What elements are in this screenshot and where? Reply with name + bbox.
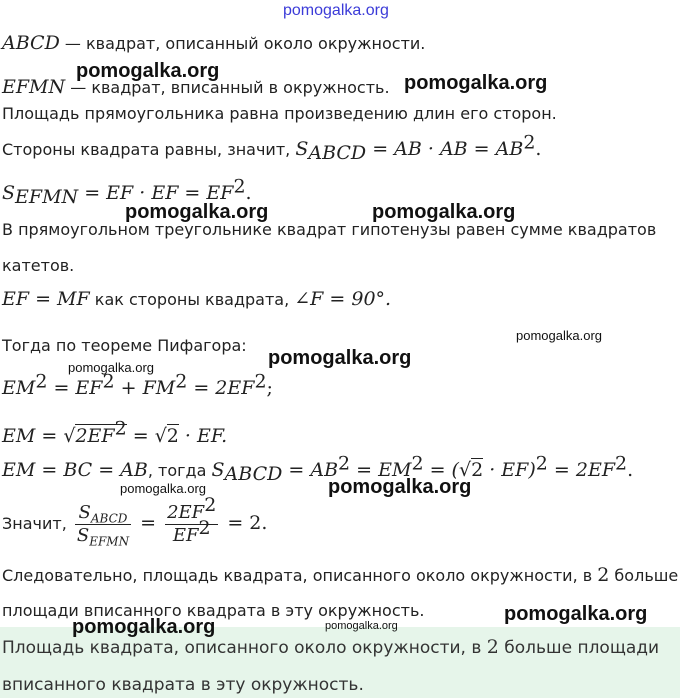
text-rectangle-area: Площадь прямоугольника равна произведению длин его сторон. <box>2 104 557 123</box>
line-14: Следовательно, площадь квадрата, описанного около окружности, в 2 больше <box>2 564 679 586</box>
watermark: pomogalka.org <box>516 328 602 343</box>
math-sup: 2 <box>523 131 536 154</box>
watermark: pomogalka.org <box>404 72 548 94</box>
math-efmn: EFMN <box>2 76 66 98</box>
text-square-sides-2: как стороны квадрата, <box>89 290 295 309</box>
fraction-ef-ratio: $\frac{2EF^2}{EF^2}$ <box>167 494 217 546</box>
text-inscribed-square: — квадрат, вписанный в окружность. <box>65 78 390 97</box>
text-square-sides: Стороны квадрата равны, значит, <box>2 140 296 159</box>
math-sub-efmn: EFMN <box>15 186 79 209</box>
watermark: pomogalka.org <box>120 481 206 496</box>
watermark: pomogalka.org <box>325 620 398 632</box>
math-s: S <box>295 138 309 160</box>
watermark: pomogalka.org <box>328 476 472 498</box>
line-7 <box>2 256 74 276</box>
line-10: $EM^2 = EF^2 + FM^2 = 2EF^2$; <box>2 370 273 399</box>
math-angle-f: ∠F = 90°. <box>294 288 392 310</box>
watermark: pomogalka.org <box>504 603 648 625</box>
line-9 <box>2 336 247 356</box>
text-therefore: Значит, <box>2 514 72 533</box>
watermark: pomogalka.org <box>68 360 154 375</box>
watermark-top: pomogalka.org <box>283 2 389 19</box>
line-11: EM = $√2EF^2 = √2$ · EF. <box>2 417 228 447</box>
math-em-bc-ab: EM = BC = AB <box>2 459 148 481</box>
math-sub-abcd: ABCD <box>308 142 367 165</box>
line-1 <box>2 33 425 54</box>
line-12: EM = BC = AB, тогда $S_{ABCD} = AB^2 = EM^2 = (√2 \cdot EF)^2 = 2EF^2$. <box>2 452 634 486</box>
text-then: , тогда <box>147 461 212 480</box>
text-legs: катетов. <box>2 256 75 275</box>
text-pythagoras-rule: В прямоугольном треугольнике квадрат гипотенузы равен сумме квадратов <box>2 220 657 239</box>
line-8 <box>2 289 391 310</box>
watermark: pomogalka.org <box>72 616 216 638</box>
sqrt-2ef2: $2EF^2$ <box>75 417 127 447</box>
fraction-area-ratio: $\frac{S_{ABCD}}{S_{EFMN}}$ <box>76 502 130 549</box>
watermark: pomogalka.org <box>125 201 269 223</box>
sqrt-2: 2 <box>166 425 179 447</box>
line-5: $S_{EFMN}$ = EF · EF = $EF^2$. <box>2 175 252 209</box>
line-13: Значит, $\frac{S_{ABCD}}{S_{EFMN}}$ = $\frac{2EF^2}{EF^2}$ = 2. <box>2 494 268 549</box>
math-ef-mf: EF = MF <box>2 288 90 310</box>
math-sup: 2 <box>233 175 246 198</box>
answer-line-1: Площадь квадрата, описанного около окружности, в 2 больше площади <box>2 636 660 658</box>
line-15: площади вписанного квадрата в эту окружность. <box>2 601 425 620</box>
text-then-pythagoras: Тогда по теореме Пифагора: <box>2 336 247 355</box>
line-6 <box>2 220 656 240</box>
math-abcd: ABCD <box>2 32 60 54</box>
line-4: Стороны квадрата равны, значит, $S_{ABCD}$ = AB · AB = $AB^2$. <box>2 131 542 165</box>
math-em: EM <box>2 377 36 399</box>
math-s-efmn: S <box>2 182 16 204</box>
line-3 <box>2 104 557 124</box>
math-ab-ab: = AB · AB = AB <box>366 138 524 160</box>
watermark: pomogalka.org <box>372 201 516 223</box>
math-ef-ef: = EF · EF = EF <box>78 182 234 204</box>
watermark: pomogalka.org <box>268 347 412 369</box>
text-described-square: — квадрат, описанный около окружности. <box>59 34 426 53</box>
watermark: pomogalka.org <box>76 60 220 82</box>
answer-line-2: вписанного квадрата в эту окружность. <box>2 675 364 695</box>
